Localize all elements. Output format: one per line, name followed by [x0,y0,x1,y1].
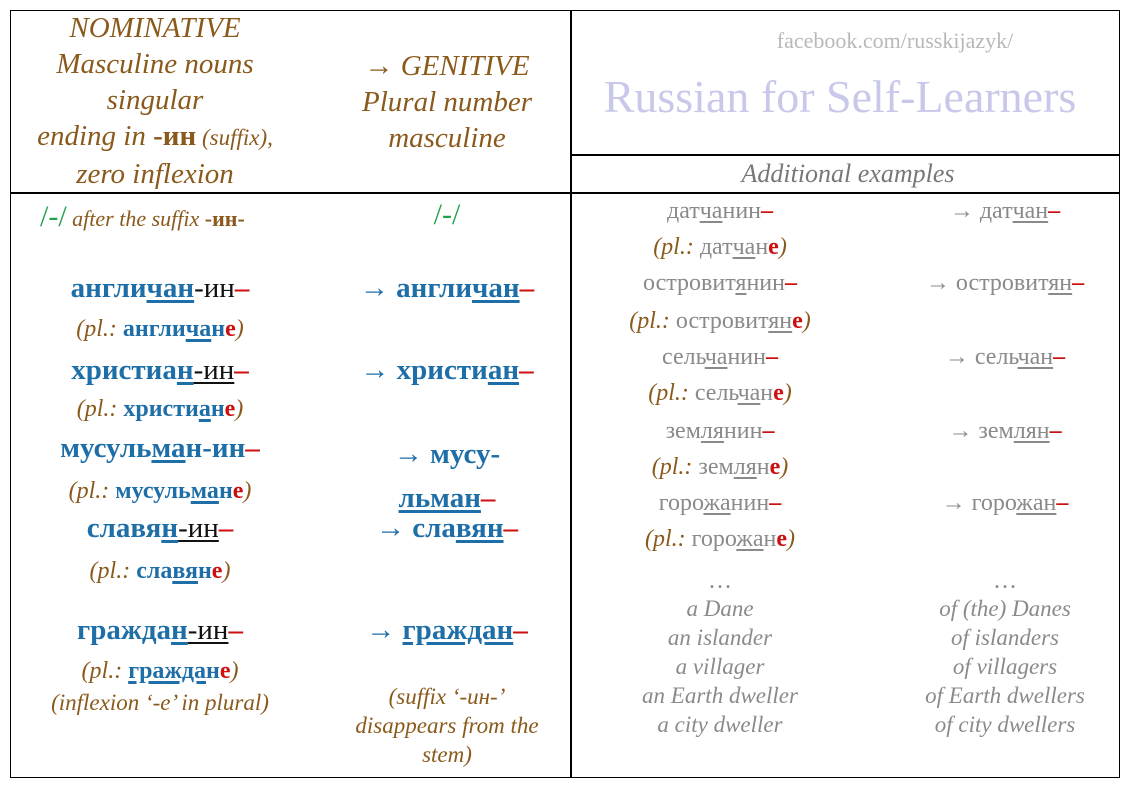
english-nom-item: a city dweller [657,712,783,737]
rule-zero-inflexion-genitive: /-/ [433,198,461,231]
genitive-word: → граждан– [366,614,528,646]
english-nom-item: an islander [667,625,773,650]
note-suffix-disappears: (suffix ‘-ин-’ disappears from the stem) [355,684,539,767]
ellipsis-nom: … [708,568,732,594]
example-nominative: землянин– [665,418,775,444]
english-nominative-list [642,594,798,739]
rule-zero-inflexion: /-/ after the suffix -ин- [40,200,245,233]
example-nominative: датчанин– [667,198,773,224]
header-nominative: NOMINATIVE Masculine nouns singular ending in -ин (suffix), zero inflexion [37,12,273,190]
example-plural: (pl.: сельчане) [648,380,792,406]
ellipsis-gen: … [993,568,1017,594]
nominative-word: граждан-ин– [77,614,243,646]
example-genitive: → сельчан– [944,344,1066,370]
english-genitive-list [925,594,1085,739]
additional-examples-title: Additional examples [741,159,955,188]
english-nom-item: a Dane [686,596,754,621]
plural-form: (pl.: славяне) [89,558,231,584]
example-plural: (pl.: земляне) [651,454,789,480]
english-gen-item: of Earth dwellers [925,683,1085,708]
example-genitive: → датчан– [949,198,1061,224]
example-genitive: → горожан– [941,490,1069,516]
english-nom-item: a villager [675,654,765,679]
nominative-word: англичан-ин– [70,272,250,304]
example-genitive: → островитян– [925,270,1085,296]
english-gen-item: of villagers [952,654,1058,679]
note-inflexion: (inflexion ‘-е’ in plural) [51,690,269,715]
facebook-link[interactable]: facebook.com/russkijazyk/ [776,28,1014,53]
english-gen-item: of city dwellers [934,712,1076,737]
nominative-word: мусульман-ин– [60,432,260,464]
nominative-word: славян-ин– [86,512,234,544]
example-plural: (pl.: датчане) [653,234,787,260]
example-nominative: сельчанин– [662,344,778,370]
header-divider [10,192,1120,194]
english-nom-item: an Earth dweller [642,683,798,708]
genitive-word: → англичан– [359,272,535,304]
vertical-divider [570,10,572,778]
example-plural: (pl.: горожане) [644,526,796,552]
english-gen-item: of (the) Danes [939,596,1071,621]
genitive-word: → мусу- льман– [393,438,501,514]
example-genitive: → землян– [948,418,1062,444]
genitive-word: → христиан– [360,354,534,386]
genitive-word: → славян– [375,512,519,544]
plural-form: (pl.: христиане) [76,396,244,422]
brand-title: Russian for Self-Learners [603,71,1077,122]
english-gen-item: of islanders [951,625,1059,650]
header-genitive: → GENITIVE Plural number masculine [362,50,532,154]
nominative-word: христиан-ин– [71,354,249,386]
example-nominative: островитянин– [643,270,797,296]
plural-form: (pl.: мусульмане) [68,478,252,504]
plural-form: (pl.: граждане) [81,658,239,684]
example-nominative: горожанин– [658,490,782,516]
brand-divider [570,154,1120,156]
example-plural: (pl.: островитяне) [629,308,811,334]
plural-form: (pl.: англичане) [76,316,244,342]
